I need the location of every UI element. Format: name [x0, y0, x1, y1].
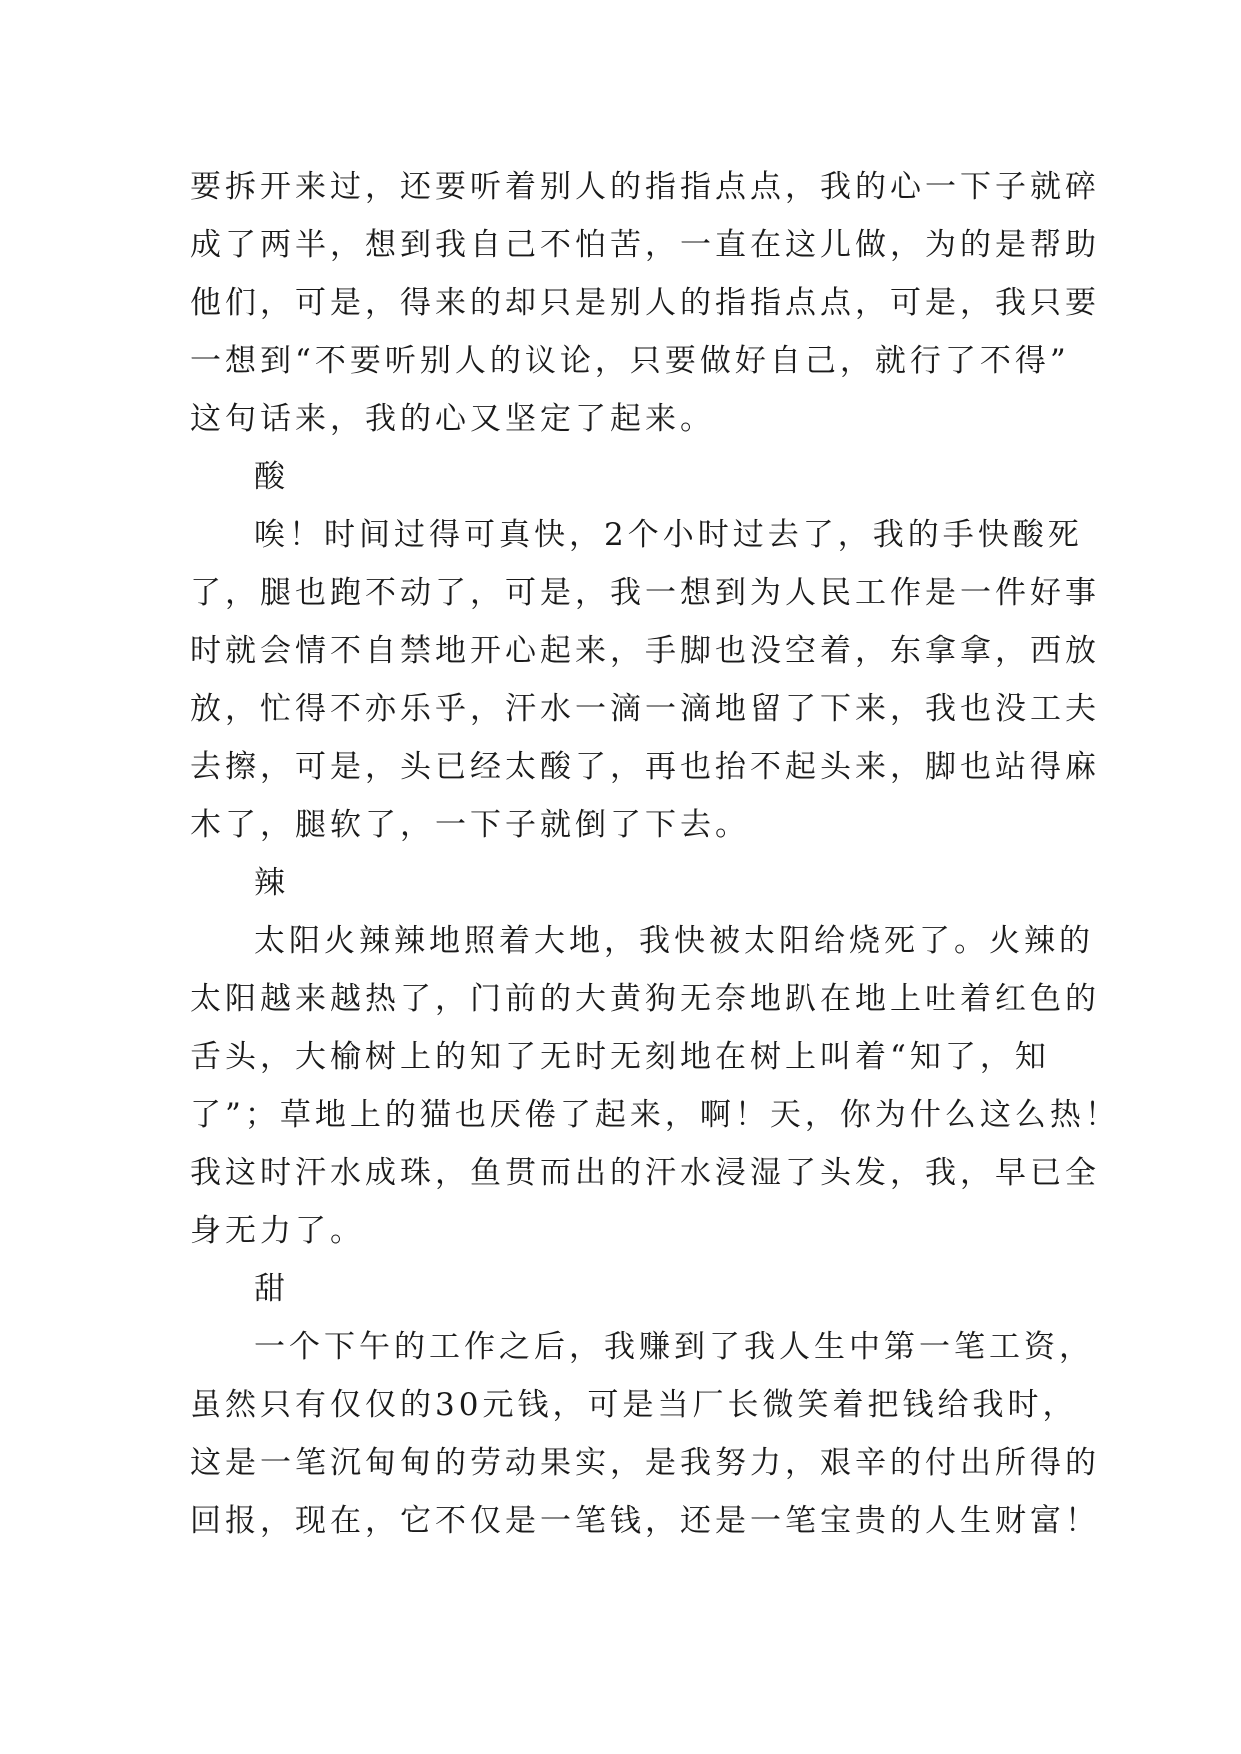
body-line: 太阳火辣辣地照着大地，我快被太阳给烧死了。火辣的	[254, 923, 1094, 959]
body-line: 这句话来，我的心又坚定了起来。	[190, 401, 715, 437]
body-line: 去擦，可是，头已经太酸了，再也抬不起头来，脚也站得麻	[190, 749, 1100, 785]
section-heading-spicy: 辣	[254, 865, 289, 901]
body-line: 要拆开来过，还要听着别人的指指点点，我的心一下子就碎	[190, 169, 1100, 205]
body-line: 这是一笔沉甸甸的劳动果实，是我努力，艰辛的付出所得的	[190, 1445, 1100, 1481]
body-line: 一个下午的工作之后，我赚到了我人生中第一笔工资，	[254, 1329, 1094, 1365]
body-line: 木了，腿软了，一下子就倒了下去。	[190, 807, 750, 843]
body-line: 了，腿也跑不动了，可是，我一想到为人民工作是一件好事	[190, 575, 1100, 611]
body-line: 回报，现在，它不仅是一笔钱，还是一笔宝贵的人生财富！	[190, 1503, 1100, 1539]
section-heading-sweet: 甜	[254, 1271, 289, 1307]
document-body	[190, 158, 1120, 1550]
body-line: 一想到“不要听别人的议论，只要做好自己，就行了不得”	[190, 343, 1070, 379]
body-line: 太阳越来越热了，门前的大黄狗无奈地趴在地上吐着红色的	[190, 981, 1100, 1017]
body-line: 时就会情不自禁地开心起来，手脚也没空着，东拿拿，西放	[190, 633, 1100, 669]
section-heading-sour: 酸	[254, 459, 289, 495]
body-line: 虽然只有仅仅的30元钱，可是当厂长微笑着把钱给我时，	[190, 1387, 1078, 1423]
body-line: 成了两半，想到我自己不怕苦，一直在这儿做，为的是帮助	[190, 227, 1100, 263]
body-line: 唉！时间过得可真快，2个小时过去了，我的手快酸死	[254, 517, 1083, 553]
body-line: 了”；草地上的猫也厌倦了起来，啊！天，你为什么这么热！	[190, 1097, 1120, 1133]
body-line: 身无力了。	[190, 1213, 365, 1249]
body-line: 舌头，大榆树上的知了无时无刻地在树上叫着“知了，知	[190, 1039, 1050, 1075]
body-line: 放，忙得不亦乐乎，汗水一滴一滴地留了下来，我也没工夫	[190, 691, 1100, 727]
body-line: 我这时汗水成珠，鱼贯而出的汗水浸湿了头发，我，早已全	[190, 1155, 1100, 1191]
body-line: 他们，可是，得来的却只是别人的指指点点，可是，我只要	[190, 285, 1100, 321]
